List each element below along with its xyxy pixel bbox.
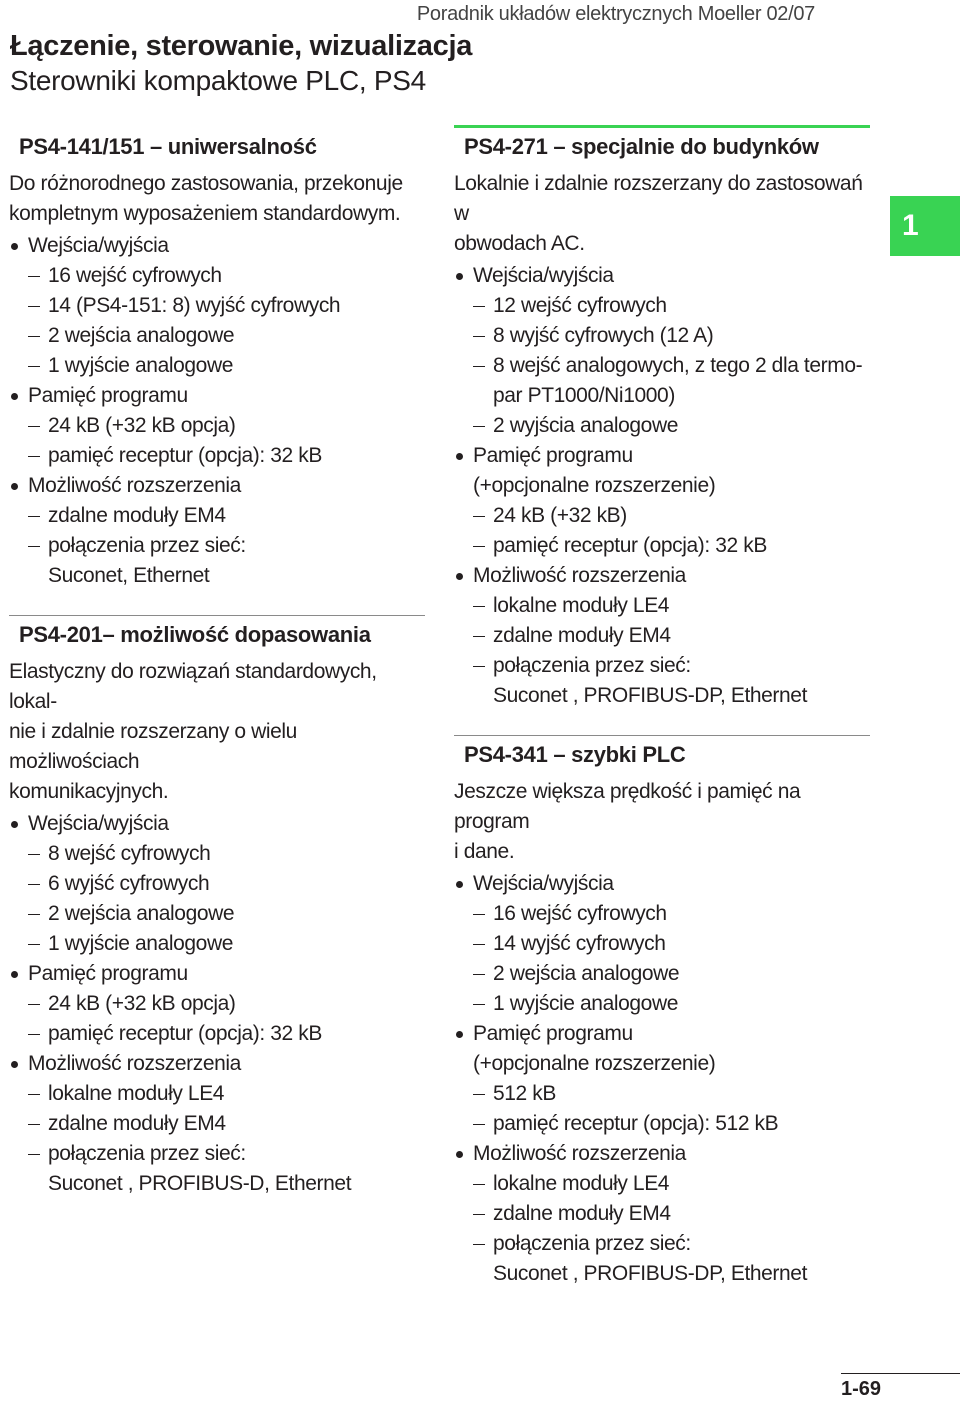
list-item-continuation: Suconet , PROFIBUS-D, Ethernet: [48, 1172, 352, 1195]
section-ps4-341: [454, 735, 870, 1289]
list-item-continuation: par PT1000/Ni1000): [493, 384, 675, 407]
bullet-memory: Pamięć programu: [9, 959, 425, 989]
section-intro: [454, 169, 870, 259]
intro-line: Elastyczny do rozwiązań standardowych, lokal-: [9, 660, 377, 713]
list-item: 2 wyjścia analogowe: [454, 411, 870, 441]
section-title: PS4-141/151 – uniwersalność: [19, 134, 317, 159]
bullet-memory: Pamięć programu: [454, 441, 870, 471]
list-item: lokalne moduły LE4: [9, 1079, 425, 1109]
list-item: 12 wejść cyfrowych: [454, 291, 870, 321]
intro-line: obwodach AC.: [454, 232, 585, 255]
right-column: [454, 125, 870, 1313]
bullet-io: Wejścia/wyjścia: [9, 231, 425, 261]
list-item: 8 wyjść cyfrowych (12 A): [454, 321, 870, 351]
list-item: pamięć receptur (opcja): 32 kB: [9, 441, 425, 471]
left-column: [9, 128, 425, 1223]
list-item: 24 kB (+32 kB opcja): [9, 411, 425, 441]
bullet-note: (+opcjonalne rozszerzenie): [473, 1052, 716, 1075]
intro-line: komunikacyjnych.: [9, 780, 169, 803]
bullet-expansion: Możliwość rozszerzenia: [9, 471, 425, 501]
bullet-expansion: Możliwość rozszerzenia: [454, 1139, 870, 1169]
bullet-memory: Pamięć programu: [9, 381, 425, 411]
section-title: PS4-201– możliwość dopasowania: [19, 622, 371, 647]
bullet-memory: Pamięć programu: [454, 1019, 870, 1049]
bullet-expansion: Możliwość rozszerzenia: [454, 561, 870, 591]
list-item: 2 wejścia analogowe: [9, 899, 425, 929]
list-item-continuation: Suconet , PROFIBUS-DP, Ethernet: [493, 1262, 808, 1285]
section-ps4-201: [9, 615, 425, 1199]
list-item: 512 kB: [454, 1079, 870, 1109]
section-ps4-271: [454, 125, 870, 711]
list-item: 2 wejścia analogowe: [9, 321, 425, 351]
chapter-tab-number: 1: [902, 209, 919, 242]
section-intro: [9, 169, 425, 229]
intro-line: kompletnym wyposażeniem standardowym.: [9, 202, 401, 225]
list-item: 24 kB (+32 kB opcja): [9, 989, 425, 1019]
bullet-note: (+opcjonalne rozszerzenie): [473, 474, 716, 497]
intro-line: Do różnorodnego zastosowania, przekonuje: [9, 172, 403, 195]
bullet-io: Wejścia/wyjścia: [9, 809, 425, 839]
list-item: 14 wyjść cyfrowych: [454, 929, 870, 959]
footer-divider: [841, 1373, 960, 1374]
list-item: 24 kB (+32 kB): [454, 501, 870, 531]
intro-line: Lokalnie i zdalnie rozszerzany do zastosowań w: [454, 172, 863, 225]
section-title: PS4-271 – specjalnie do budynków: [464, 134, 819, 159]
section-ps4-141: [9, 128, 425, 591]
chapter-subtitle: Sterowniki kompaktowe PLC, PS4: [10, 65, 426, 96]
bullet-expansion: Możliwość rozszerzenia: [9, 1049, 425, 1079]
list-item: pamięć receptur (opcja): 512 kB: [454, 1109, 870, 1139]
list-item: pamięć receptur (opcja): 32 kB: [9, 1019, 425, 1049]
list-item: lokalne moduły LE4: [454, 591, 870, 621]
list-item: 14 (PS4-151: 8) wyjść cyfrowych: [9, 291, 425, 321]
section-intro: [9, 657, 425, 807]
intro-line: nie i zdalnie rozszerzany o wielu możliwościach: [9, 720, 297, 773]
list-item: pamięć receptur (opcja): 32 kB: [454, 531, 870, 561]
chapter-tab: [890, 196, 960, 256]
list-item: lokalne moduły LE4: [454, 1169, 870, 1199]
running-header: Poradnik układów elektrycznych Moeller 02/07: [416, 3, 815, 25]
list-item: 16 wejść cyfrowych: [454, 899, 870, 929]
page-number: 1-69: [841, 1378, 882, 1400]
list-item-continuation: Suconet , PROFIBUS-DP, Ethernet: [493, 684, 808, 707]
bullet-io: Wejścia/wyjścia: [454, 869, 870, 899]
list-item: zdalne moduły EM4: [454, 1199, 870, 1229]
list-item: zdalne moduły EM4: [9, 1109, 425, 1139]
intro-line: i dane.: [454, 840, 515, 863]
list-item: połączenia przez sieć:: [9, 1139, 425, 1169]
list-item: 16 wejść cyfrowych: [9, 261, 425, 291]
chapter-title: Łączenie, sterowanie, wizualizacja: [10, 30, 473, 62]
list-item: połączenia przez sieć:: [454, 1229, 870, 1259]
list-item: 8 wejść analogowych, z tego 2 dla termo-: [454, 351, 870, 381]
bullet-io: Wejścia/wyjścia: [454, 261, 870, 291]
list-item: 1 wyjście analogowe: [9, 351, 425, 381]
list-item: zdalne moduły EM4: [454, 621, 870, 651]
section-intro: [454, 777, 870, 867]
list-item-continuation: Suconet, Ethernet: [48, 564, 210, 587]
section-title: PS4-341 – szybki PLC: [464, 742, 686, 767]
intro-line: Jeszcze większa prędkość i pamięć na program: [454, 780, 801, 833]
list-item: zdalne moduły EM4: [9, 501, 425, 531]
list-item: połączenia przez sieć:: [9, 531, 425, 561]
list-item: 6 wyjść cyfrowych: [9, 869, 425, 899]
list-item: 8 wejść cyfrowych: [9, 839, 425, 869]
list-item: 1 wyjście analogowe: [454, 989, 870, 1019]
list-item: 2 wejścia analogowe: [454, 959, 870, 989]
list-item: 1 wyjście analogowe: [9, 929, 425, 959]
list-item: połączenia przez sieć:: [454, 651, 870, 681]
